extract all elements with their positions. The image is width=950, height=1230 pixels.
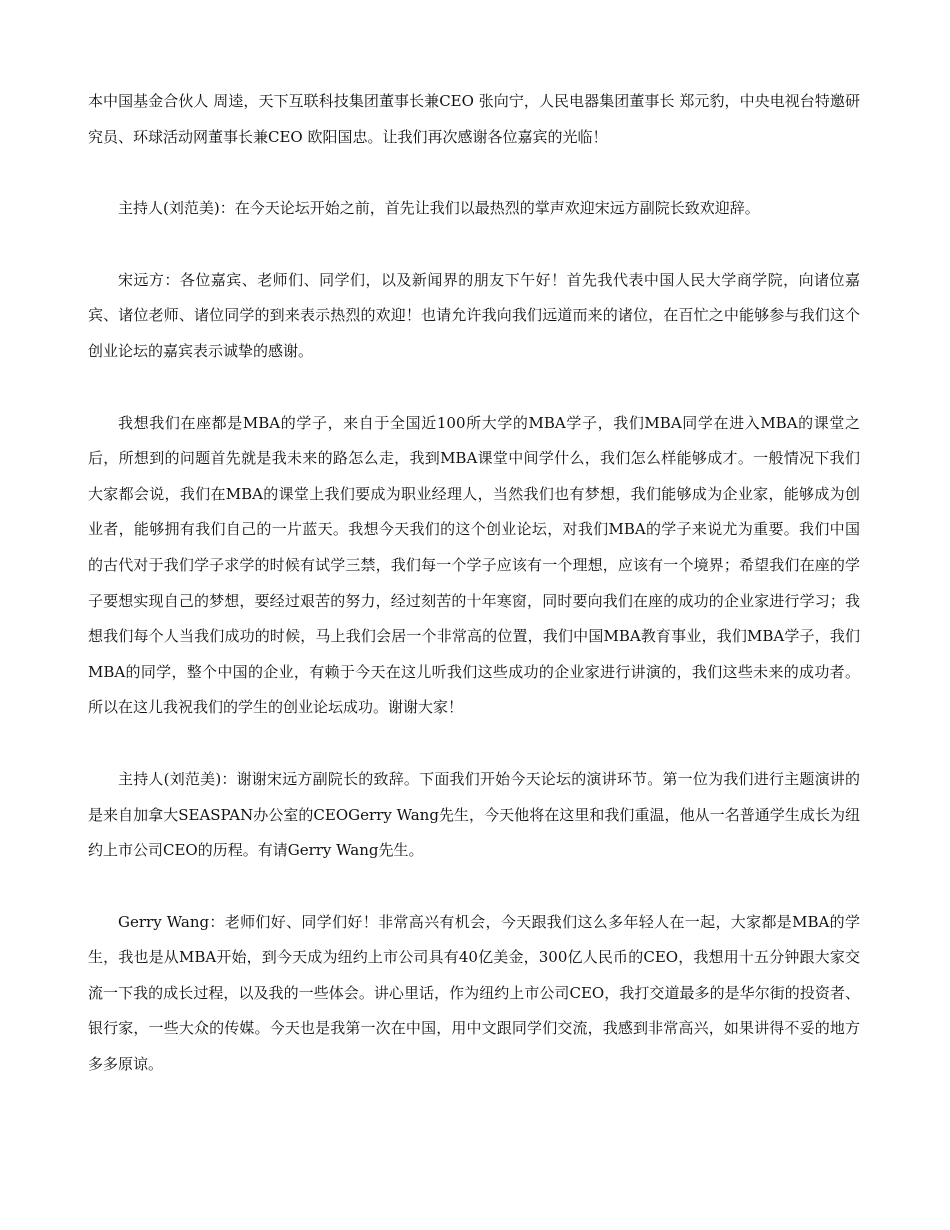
paragraph-gerry-wang-speech: Gerry Wang：老师们好、同学们好！非常高兴有机会，今天跟我们这么多年轻人在一起，大家都是MBA的学生，我也是从MBA开始，到今天成为纽约上市公司具有40亿美金，300亿人民币的CEO，我想用十五分钟跟大家交流一下我的成长过程，以及我的一些体会。讲心里话，作为纽约上市公司CEO，我打交道最多的是华尔街的投资者、银行家，一些大众的传媒。今天也是我第一次在中国，用中文跟同学们交流，我感到非常高兴，如果讲得不妥的地方多多原谅。 — [88, 912, 860, 1074]
paragraph-host-keynote-intro: 主持人(刘范美)：谢谢宋远方副院长的致辞。下面我们开始今天论坛的演讲环节。第一位为我们进行主题演讲的是来自加拿大SEASPAN办公室的CEOGerry Wang先生，今天他将在这里和我们重温，他从一名普通学生成长为纽约上市公司CEO的历程。有请Gerry Wang先生。 — [88, 769, 860, 860]
paragraph-guest-list: 本中国基金合伙人 周逵，天下互联科技集团董事长兼CEO 张向宁，人民电器集团董事长 郑元豹，中央电视台特邀研究员、环球活动网董事长兼CEO 欧阳国忠。让我们再次感谢各位嘉宾的光临！ — [88, 92, 860, 146]
document-body — [88, 84, 860, 1083]
paragraph-welcome-speech: 宋远方：各位嘉宾、老师们、同学们，以及新闻界的朋友下午好！首先我代表中国人民大学商学院，向诸位嘉宾、诸位老师、诸位同学的到来表示热烈的欢迎！也请允许我向我们远道而来的诸位，在百忙之中能够参与我们这个创业论坛的嘉宾表示诚挚的感谢。 — [88, 270, 860, 360]
paragraph-host-intro: 主持人(刘范美)：在今天论坛开始之前，首先让我们以最热烈的掌声欢迎宋远方副院长致欢迎辞。 — [118, 199, 760, 218]
paragraph-mba-speech: 我想我们在座都是MBA的学子，来自于全国近100所大学的MBA学子，我们MBA同学在进入MBA的课堂之后，所想到的问题首先就是我未来的路怎么走，我到MBA课堂中间学什么，我们怎么样能够成才。一般情况下我们大家都会说，我们在MBA的课堂上我们要成为职业经理人，当然我们也有梦想，我们能够成为企业家，能够成为创业者，能够拥有我们自己的一片蓝天。我想今天我们的这个创业论坛，对我们MBA的学子来说尤为重要。我们中国的古代对于我们学子求学的时候有试学三禁，我们每一个学子应该有一个理想，应该有一个境界；希望我们在座的学子要想实现自己的梦想，要经过艰苦的努力，经过刻苦的十年寒窗，同时要向我们在座的成功的企业家进行学习；我想我们每个人当我们成功的时候，马上我们会居一个非常高的位置，我们中国MBA教育事业，我们MBA学子，我们MBA的同学，整个中国的企业，有赖于今天在这儿听我们这些成功的企业家进行讲演的，我们这些未来的成功者。所以在这儿我祝我们的学生的创业论坛成功。谢谢大家！ — [88, 413, 860, 717]
